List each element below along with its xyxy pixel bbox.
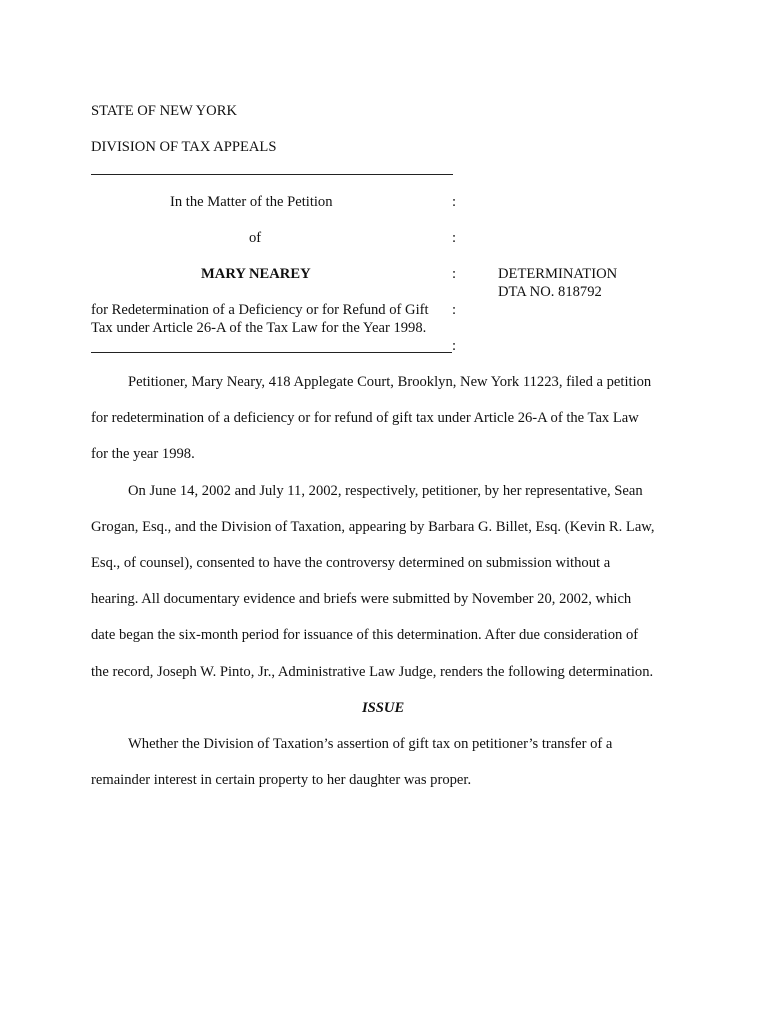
paragraph-2-line: the record, Joseph W. Pinto, Jr., Administrative Law Judge, renders the following determination. bbox=[91, 664, 654, 680]
caption-matter-line: In the Matter of the Petition bbox=[170, 194, 333, 210]
caption-colon: : bbox=[452, 338, 457, 354]
paragraph-2-line: Grogan, Esq., and the Division of Taxation, appearing by Barbara G. Billet, Esq. (Kevin R. Law, bbox=[91, 519, 655, 535]
caption-purpose-line-2: Tax under Article 26-A of the Tax Law for the Year 1998. bbox=[91, 320, 427, 336]
caption-of: of bbox=[249, 230, 262, 246]
paragraph-1-line: for the year 1998. bbox=[91, 446, 195, 462]
paragraph-2-line: date began the six-month period for issuance of this determination. After due consideration of bbox=[91, 627, 639, 643]
paragraph-2-line: Esq., of counsel), consented to have the controversy determined on submission without a bbox=[91, 555, 611, 571]
paragraph-1-line: Petitioner, Mary Neary, 418 Applegate Court, Brooklyn, New York 11223, filed a petition bbox=[128, 374, 652, 390]
paragraph-2-line: hearing. All documentary evidence and briefs were submitted by November 20, 2002, which bbox=[91, 591, 632, 607]
determination-title: DETERMINATION bbox=[498, 266, 618, 282]
division-heading: DIVISION OF TAX APPEALS bbox=[91, 139, 277, 155]
caption-colon: : bbox=[452, 266, 457, 282]
state-heading: STATE OF NEW YORK bbox=[91, 103, 237, 119]
issue-heading: ISSUE bbox=[362, 700, 405, 716]
caption-bottom-rule bbox=[91, 352, 452, 353]
caption-colon: : bbox=[452, 230, 457, 246]
paragraph-2-line: On June 14, 2002 and July 11, 2002, respectively, petitioner, by her representative, Sean bbox=[128, 483, 643, 499]
caption-colon: : bbox=[452, 194, 457, 210]
paragraph-1-line: for redetermination of a deficiency or for refund of gift tax under Article 26-A of the Tax Law bbox=[91, 410, 639, 426]
caption-purpose-line-1: for Redetermination of a Deficiency or for Refund of Gift bbox=[91, 302, 429, 318]
caption-top-rule bbox=[91, 174, 453, 175]
paragraph-3-line: remainder interest in certain property to her daughter was proper. bbox=[91, 772, 472, 788]
caption-colon: : bbox=[452, 302, 457, 318]
petitioner-name: MARY NEAREY bbox=[201, 266, 311, 282]
paragraph-3-line: Whether the Division of Taxation’s assertion of gift tax on petitioner’s transfer of a bbox=[128, 736, 613, 752]
dta-number: DTA NO. 818792 bbox=[498, 284, 602, 300]
